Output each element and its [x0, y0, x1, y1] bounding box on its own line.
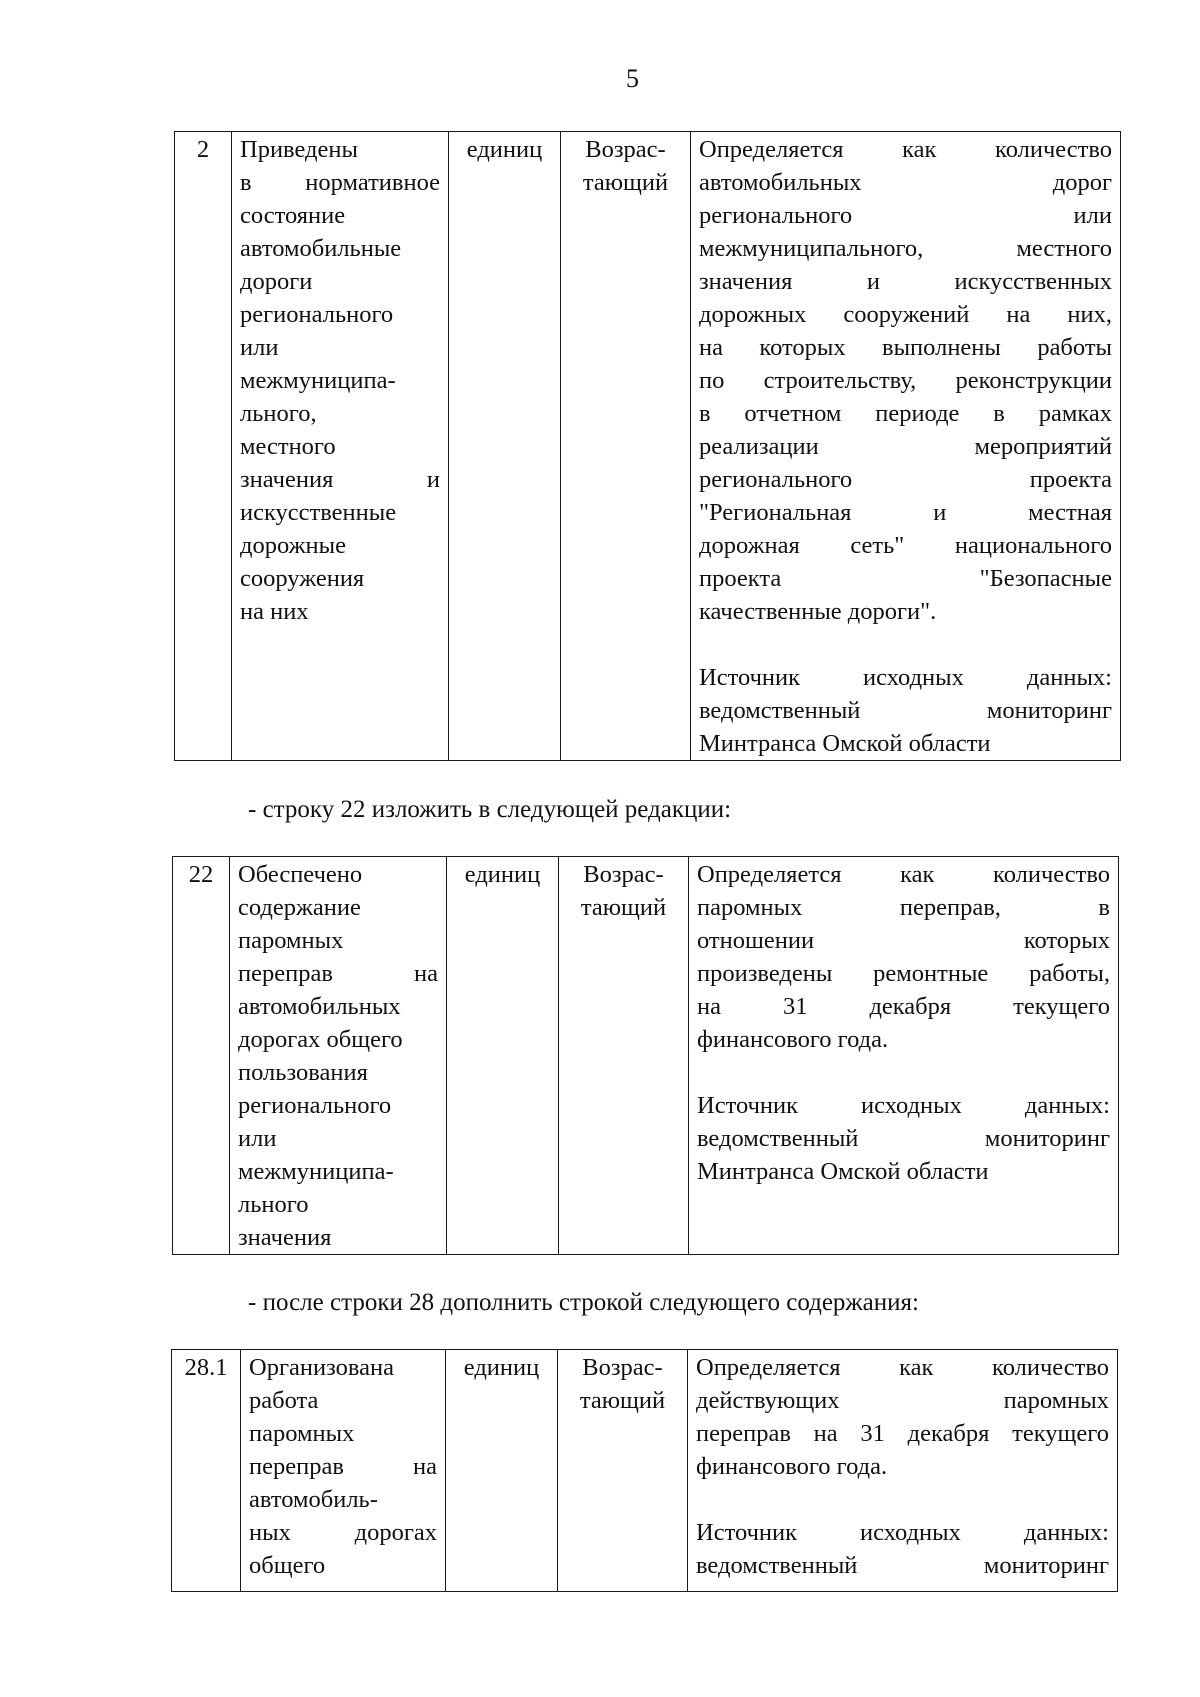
unit-text: единиц — [466, 136, 543, 163]
trend-line: тающий — [582, 169, 669, 196]
indicator-name-line: регионального — [238, 1092, 392, 1119]
trend-line: тающий — [579, 1387, 666, 1414]
indicator-name-line: льного — [238, 1191, 309, 1218]
indicator-name-line: межмуниципа- — [238, 1158, 394, 1185]
trend-cell — [561, 132, 691, 761]
source-line: Источник исходных данных: — [699, 664, 1112, 691]
description-line: произведены ремонтные работы, — [697, 960, 1110, 987]
source-line: ведомственный мониторинг — [696, 1552, 1109, 1579]
description-cell — [691, 132, 1121, 761]
unit-text: единиц — [463, 1354, 540, 1381]
indicator-name-line: в нормативное — [240, 169, 440, 196]
indicator-name-line: паромных — [238, 927, 344, 954]
page-number: 5 — [626, 64, 639, 93]
paragraph-gap — [699, 628, 1112, 661]
indicator-name-line: автомобиль- — [249, 1486, 378, 1513]
indicator-name-line: переправ на — [249, 1453, 437, 1480]
indicator-name-line: переправ на — [238, 960, 438, 987]
indicator-name-line: дорогах общего — [238, 1026, 403, 1053]
indicator-name-line: регионального — [240, 301, 394, 328]
indicator-name-cell — [230, 857, 447, 1255]
indicator-name-line: пользования — [238, 1059, 368, 1086]
description-line: переправ на 31 декабря текущего — [696, 1420, 1109, 1447]
trend-line: тающий — [580, 894, 667, 921]
amendment-instruction: - строку 22 изложить в следующей редакции: — [248, 796, 732, 823]
indicator-name-line: значения и — [240, 466, 440, 493]
description-line: межмуниципального, местного — [699, 235, 1112, 262]
indicator-name-line: сооружения — [240, 565, 365, 592]
description-line: "Региональная и местная — [699, 499, 1112, 526]
indicator-name-line: дороги — [240, 268, 313, 295]
description-cell — [689, 857, 1119, 1255]
indicator-name-line: или — [238, 1125, 277, 1152]
unit-cell — [446, 1350, 558, 1592]
description-line: Определяется как количество — [696, 1354, 1109, 1381]
indicator-name-line: местного — [240, 433, 336, 460]
indicator-name-line: содержание — [238, 894, 361, 921]
row-number: 28.1 — [184, 1354, 228, 1381]
indicator-name-line: состояние — [240, 202, 346, 229]
description-line: действующих паромных — [696, 1387, 1109, 1414]
row-number-cell — [175, 132, 232, 761]
row-number: 2 — [196, 136, 210, 163]
indicator-name-line: Приведены — [240, 136, 358, 163]
indicator-name-cell — [232, 132, 449, 761]
trend-cell — [559, 857, 689, 1255]
source-line: Источник исходных данных: — [696, 1519, 1109, 1546]
indicator-name-line: паромных — [249, 1420, 355, 1447]
description-line: Определяется как количество — [699, 136, 1112, 163]
description-line: проекта "Безопасные — [699, 565, 1112, 592]
description-line: значения и искусственных — [699, 268, 1112, 295]
paragraph-gap — [697, 1056, 1110, 1089]
indicator-name-line: Обеспечено — [238, 861, 363, 888]
description-line: дорожная сеть" национального — [699, 532, 1112, 559]
source-line: ведомственный мониторинг — [697, 1125, 1110, 1152]
indicator-name-line: дорожные — [240, 532, 346, 559]
row-number: 22 — [188, 861, 214, 888]
paragraph-gap — [696, 1483, 1109, 1516]
indicator-name-line: или — [240, 334, 279, 361]
trend-line: Возрас- — [585, 136, 666, 163]
unit-cell — [447, 857, 559, 1255]
trend-cell — [558, 1350, 688, 1592]
description-line: регионального или — [699, 202, 1112, 229]
indicator-name-cell — [241, 1350, 446, 1592]
indicator-name-line: межмуниципа- — [240, 367, 396, 394]
description-line: качественные дороги". — [699, 598, 937, 625]
description-line: по строительству, реконструкции — [699, 367, 1112, 394]
indicator-name-line: на них — [240, 598, 309, 625]
trend-line: Возрас- — [582, 1354, 663, 1381]
source-line: ведомственный мониторинг — [699, 697, 1112, 724]
indicator-table-row-28-1 — [171, 1349, 1118, 1592]
description-line: финансового года. — [697, 1026, 889, 1053]
description-line: отношении которых — [697, 927, 1110, 954]
indicator-name-line: льного, — [240, 400, 317, 427]
indicator-table-row-2 — [174, 131, 1121, 761]
description-line: автомобильных дорог — [699, 169, 1112, 196]
unit-text: единиц — [464, 861, 541, 888]
indicator-name-line: работа — [249, 1387, 319, 1414]
description-line: регионального проекта — [699, 466, 1112, 493]
source-line: Минтранса Омской области — [697, 1158, 989, 1185]
source-line: Источник исходных данных: — [697, 1092, 1110, 1119]
row-number-cell — [173, 857, 230, 1255]
indicator-name-line: автомобильных — [238, 993, 401, 1020]
indicator-name-line: значения — [238, 1224, 332, 1251]
indicator-name-line: автомобильные — [240, 235, 402, 262]
description-line: дорожных сооружений на них, — [699, 301, 1112, 328]
description-line: Определяется как количество — [697, 861, 1110, 888]
unit-cell — [449, 132, 561, 761]
amendment-instruction: - после строки 28 дополнить строкой следующего содержания: — [248, 1289, 919, 1316]
indicator-table-row-22 — [172, 856, 1119, 1255]
indicator-name-line: ных дорогах — [249, 1519, 437, 1546]
description-line: реализации мероприятий — [699, 433, 1112, 460]
description-line: в отчетном периоде в рамках — [699, 400, 1112, 427]
description-line: паромных переправ, в — [697, 894, 1110, 921]
description-line: на которых выполнены работы — [699, 334, 1112, 361]
indicator-name-line: Организована — [249, 1354, 394, 1381]
trend-line: Возрас- — [583, 861, 664, 888]
source-line: Минтранса Омской области — [699, 730, 991, 757]
row-number-cell — [172, 1350, 241, 1592]
description-line: финансового года. — [696, 1453, 888, 1480]
description-line: на 31 декабря текущего — [697, 993, 1110, 1020]
indicator-name-line: общего — [249, 1552, 326, 1579]
indicator-name-line: искусственные — [240, 499, 397, 526]
description-cell — [688, 1350, 1118, 1592]
